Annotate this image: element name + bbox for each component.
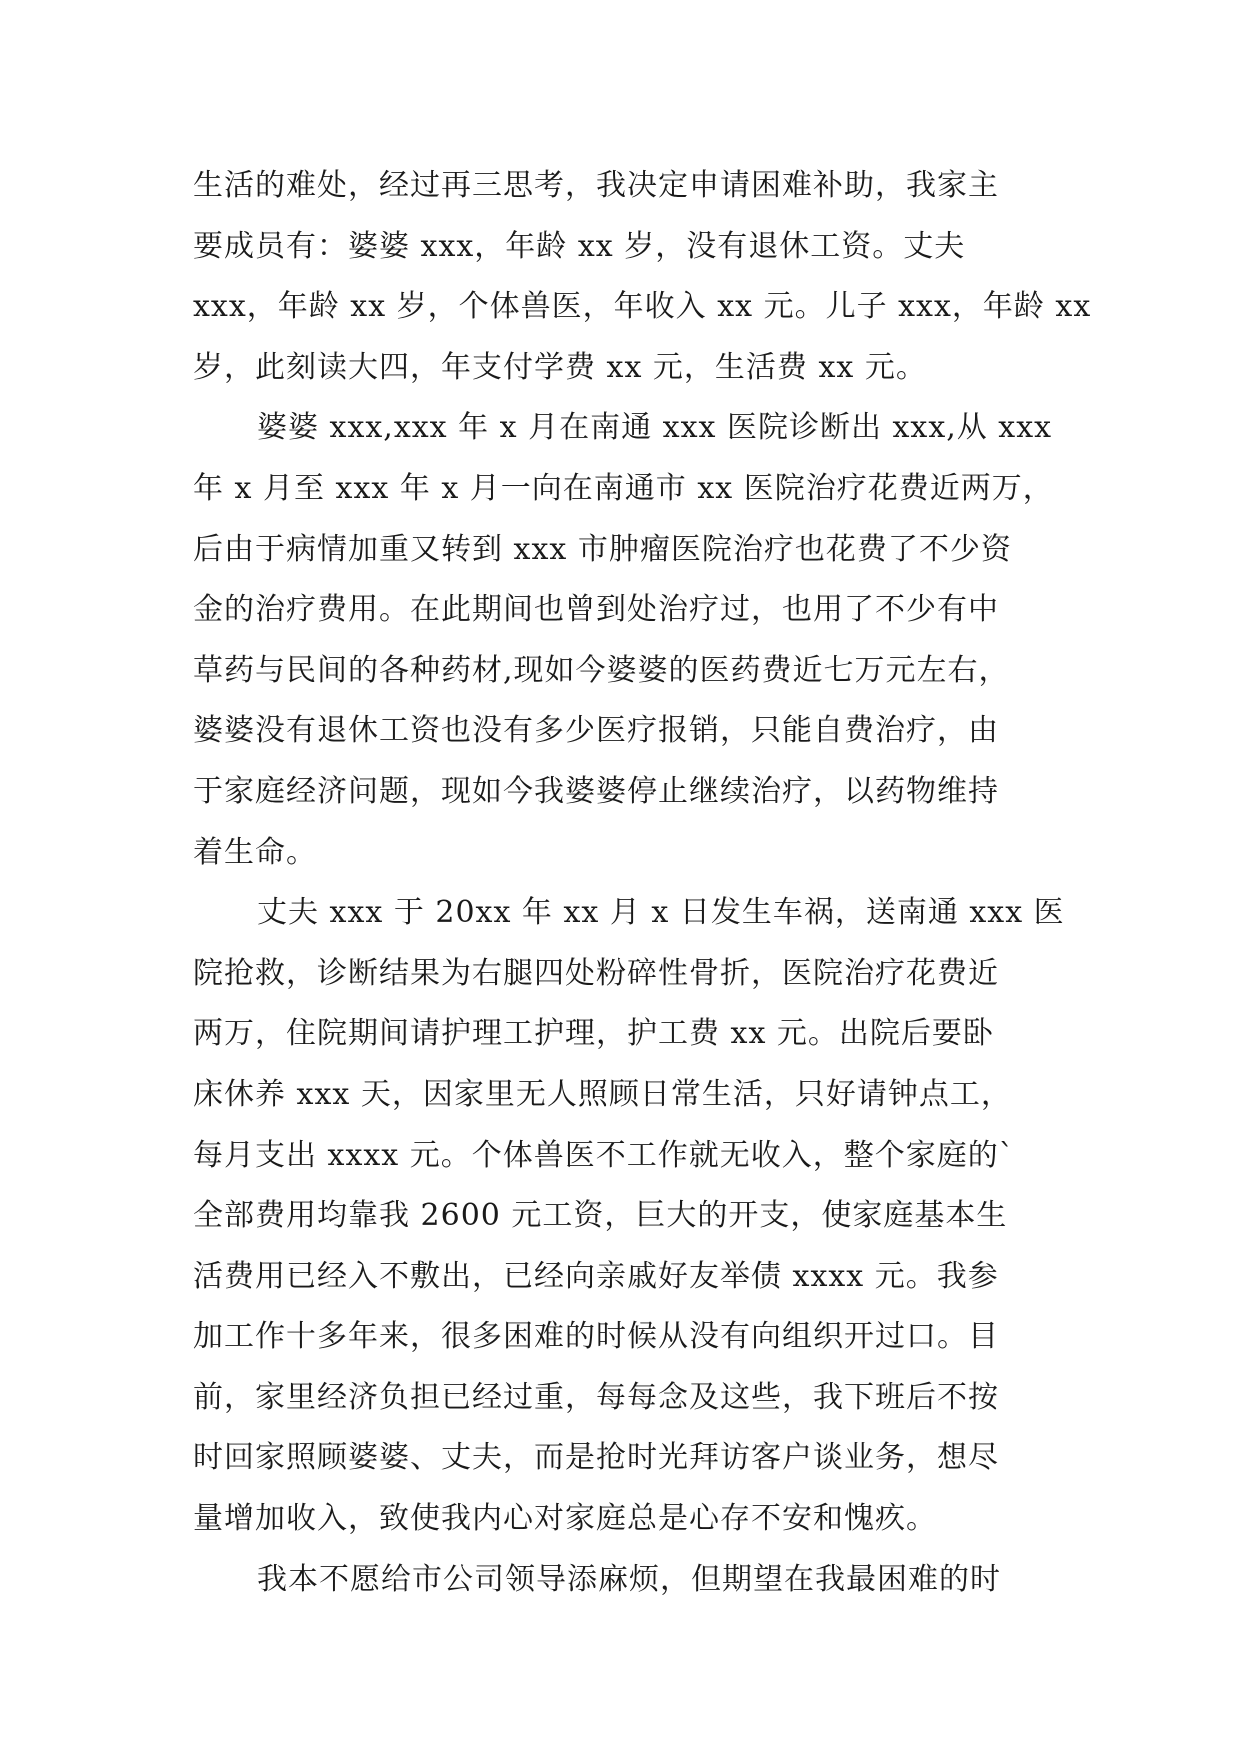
- paragraph-3: [193, 883, 1065, 1550]
- text-line: 于家庭经济问题，现如今我婆婆停止继续治疗，以药物维持: [193, 773, 999, 809]
- paragraph-4: [193, 1550, 1065, 1611]
- text-line: 金的治疗费用。在此期间也曾到处治疗过，也用了不少有中: [193, 592, 999, 628]
- text-line: 量增加收入，致使我内心对家庭总是心存不安和愧疚。: [193, 1501, 937, 1537]
- text-line: 后由于病情加重又转到 xxx 市肿瘤医院治疗也花费了不少资: [193, 531, 1012, 567]
- paragraph-1: [193, 156, 1092, 398]
- text-line: 草药与民间的各种药材,现如今婆婆的医药费近七万元左右，: [193, 652, 1010, 688]
- text-line: 生活的难处，经过再三思考，我决定申请困难补助，我家主: [193, 168, 999, 203]
- text-line: 全部费用均靠我 2600 元工资，巨大的开支，使家庭基本生: [193, 1198, 1008, 1234]
- text-line: 年 x 月至 xxx 年 x 月一向在南通市 xx 医院治疗花费近两万，: [193, 470, 1054, 506]
- text-line: 每月支出 xxxx 元。个体兽医不工作就无收入，整个家庭的`: [193, 1137, 1015, 1173]
- text-line: 着生命。: [193, 834, 317, 870]
- text-line: 我本不愿给市公司领导添麻烦，但期望在我最困难的时: [257, 1561, 1001, 1597]
- text-line: 床休养 xxx 天，因家里无人照顾日常生活，只好请钟点工，: [193, 1076, 1012, 1112]
- text-line: 时回家照顾婆婆、丈夫，而是抢时光拜访客户谈业务，想尽: [193, 1440, 999, 1476]
- text-line: xxx，年龄 xx 岁，个体兽医，年收入 xx 元。儿子 xxx，年龄 xx: [193, 289, 1092, 325]
- text-line: 婆婆 xxx,xxx 年 x 月在南通 xxx 医院诊断出 xxx,从 xxx: [257, 410, 1053, 446]
- text-line: 岁，此刻读大四，年支付学费 xx 元，生活费 xx 元。: [193, 349, 927, 385]
- text-line: 两万，住院期间请护理工护理，护工费 xx 元。出院后要卧: [193, 1016, 994, 1052]
- text-line: 要成员有：婆婆 xxx，年龄 xx 岁，没有退休工资。丈夫: [193, 228, 966, 264]
- text-line: 丈夫 xxx 于 20xx 年 xx 月 x 日发生车祸，送南通 xxx 医: [257, 895, 1065, 931]
- text-line: 活费用已经入不敷出，已经向亲戚好友举债 xxxx 元。我参: [193, 1258, 999, 1294]
- paragraph-2: [193, 398, 1065, 883]
- text-line: 前，家里经济负担已经过重，每每念及这些，我下班后不按: [193, 1379, 999, 1415]
- text-line: 婆婆没有退休工资也没有多少医疗报销，只能自费治疗，由: [193, 713, 999, 749]
- text-line: 院抢救，诊断结果为右腿四处粉碎性骨折，医院治疗花费近: [193, 955, 999, 991]
- document-body: [193, 156, 1092, 1610]
- text-line: 加工作十多年来，很多困难的时候从没有向组织开过口。目: [193, 1319, 999, 1355]
